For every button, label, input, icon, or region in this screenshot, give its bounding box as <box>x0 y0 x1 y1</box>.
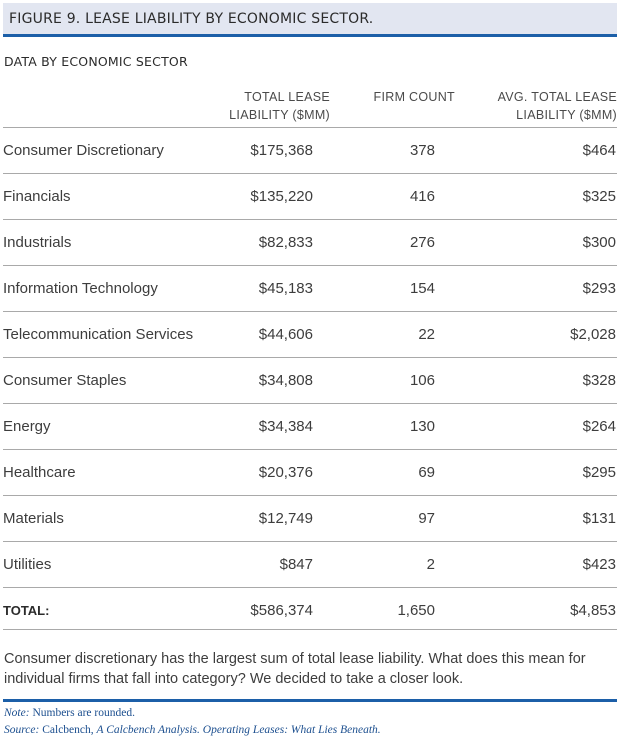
note-label: Note: <box>4 707 30 719</box>
source-line <box>4 724 381 736</box>
total-count: 1,650 <box>397 602 435 619</box>
table-header <box>3 80 617 128</box>
top-rule <box>3 34 617 37</box>
sector-name-cell: Information Technology <box>3 280 158 297</box>
firm-count-cell: 22 <box>418 326 435 343</box>
table-row <box>3 266 617 312</box>
bottom-rule <box>3 699 617 702</box>
sector-name-cell: Materials <box>3 510 64 527</box>
table-row <box>3 496 617 542</box>
avg-lease-liability-cell: $328 <box>582 372 616 389</box>
lease-liability-cell: $12,749 <box>258 510 313 527</box>
sector-name-cell: Energy <box>3 418 51 435</box>
summary-divider <box>3 629 617 630</box>
firm-count-cell: 97 <box>418 510 435 527</box>
sector-name-cell: Telecommunication Services <box>3 326 194 343</box>
firm-count-cell: 2 <box>426 556 435 573</box>
lease-liability-cell: $45,183 <box>258 280 313 297</box>
avg-lease-liability-cell: $131 <box>582 510 616 527</box>
table-row <box>3 128 617 174</box>
avg-lease-liability-cell: $300 <box>582 234 616 251</box>
lease-liability-cell: $34,384 <box>258 418 313 435</box>
lease-liability-cell: $135,220 <box>250 188 313 205</box>
table-row <box>3 174 617 220</box>
avg-lease-liability-cell: $295 <box>582 464 616 481</box>
note-text: Numbers are rounded. <box>29 707 135 719</box>
header-avg-lease-liability: AVG. TOTAL LEASE LIABILITY ($MM) <box>497 90 617 122</box>
total-label: TOTAL: <box>3 603 50 618</box>
figure-title-bar <box>3 3 617 34</box>
avg-lease-liability-cell: $464 <box>582 142 616 159</box>
sector-name-cell: Consumer Discretionary <box>3 142 164 159</box>
sector-name-cell: Consumer Staples <box>3 372 127 389</box>
lease-liability-cell: $82,833 <box>258 234 313 251</box>
firm-count-cell: 106 <box>409 372 435 389</box>
firm-count-cell: 69 <box>418 464 435 481</box>
firm-count-cell: 130 <box>409 418 435 435</box>
lease-liability-cell: $44,606 <box>258 326 313 343</box>
table-row <box>3 312 617 358</box>
table-row <box>3 358 617 404</box>
sector-name-cell: Healthcare <box>3 464 76 481</box>
section-title: DATA BY ECONOMIC SECTOR <box>4 54 188 69</box>
avg-lease-liability-cell: $2,028 <box>570 326 616 343</box>
note-line <box>4 707 135 719</box>
lease-liability-cell: $34,808 <box>258 372 313 389</box>
header-firm-count: FIRM COUNT <box>373 90 455 104</box>
avg-lease-liability-cell: $293 <box>582 280 616 297</box>
table-row-total <box>3 588 617 634</box>
header-total-lease-liability: TOTAL LEASE LIABILITY ($MM) <box>229 90 330 122</box>
table-row <box>3 542 617 588</box>
total-liability: $586,374 <box>250 602 313 619</box>
source-label: Source: <box>4 724 40 736</box>
avg-lease-liability-cell: $264 <box>582 418 616 435</box>
figure-title: FIGURE 9. LEASE LIABILITY BY ECONOMIC SECTOR. <box>9 10 374 27</box>
lease-liability-cell: $175,368 <box>250 142 313 159</box>
firm-count-cell: 154 <box>409 280 435 297</box>
source-publisher: Calcbench, <box>39 724 97 736</box>
lease-liability-cell: $20,376 <box>258 464 313 481</box>
total-avg: $4,853 <box>570 602 616 619</box>
table-row <box>3 220 617 266</box>
firm-count-cell: 378 <box>409 142 435 159</box>
sector-table <box>3 80 617 634</box>
sector-name-cell: Financials <box>3 188 71 205</box>
avg-lease-liability-cell: $325 <box>582 188 616 205</box>
table-row <box>3 404 617 450</box>
summary-text: Consumer discretionary has the largest sum of total lease liability. What does this mean for individual firms that fall into category? We decided to take a closer look. <box>4 651 586 687</box>
avg-lease-liability-cell: $423 <box>582 556 616 573</box>
sector-name-cell: Industrials <box>3 234 72 251</box>
firm-count-cell: 276 <box>409 234 435 251</box>
table-row <box>3 450 617 496</box>
source-title: A Calcbench Analysis. Operating Leases: What Lies Beneath. <box>96 724 381 736</box>
firm-count-cell: 416 <box>409 188 435 205</box>
sector-name-cell: Utilities <box>3 556 52 573</box>
lease-liability-cell: $847 <box>279 556 313 573</box>
